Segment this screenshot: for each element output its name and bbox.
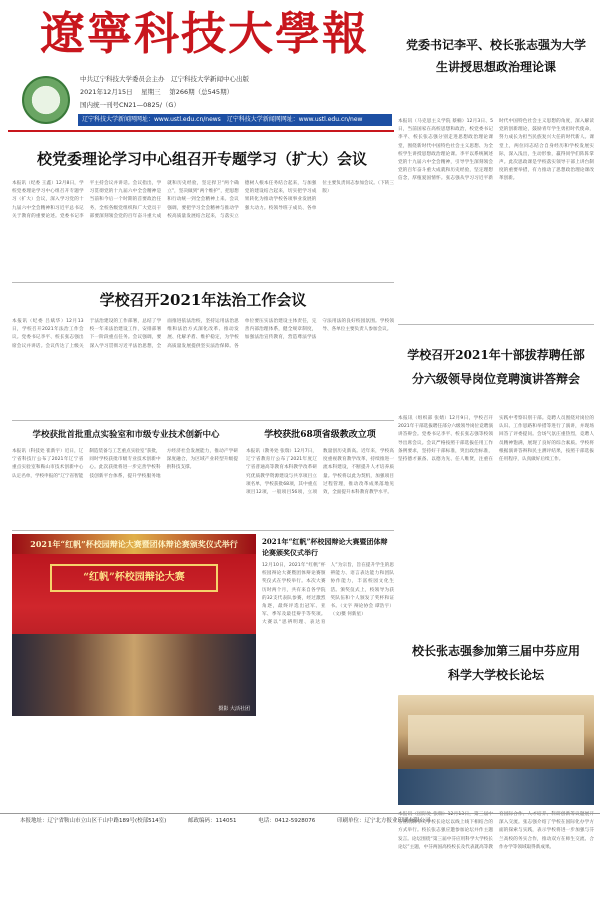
article-headline-lab: 学校获批首批重点实验室和市级专业技术创新中心 xyxy=(32,430,220,440)
issue-weekday: 星期三 xyxy=(141,88,161,96)
article-body-reform: 本报讯（教务处 张瑞）12月7日，辽宁省教育厅公布了2021年度辽宁省普通高等教育本科教学改革研究优质教学资源建设与共享项目立项名单，学校获批68项，其中重点项目12项，一般项目56项，立项数量创历史新高。近年来，学校高度重视教育教学改革，持续推进一流本科建设，不断提升人才培养质量。学校将以此为契机，加强项目过程管理，推动改革成果落地见效，全面提升本科教育教学水平。 xyxy=(246,449,394,496)
issue-number: 第266期（总545期） xyxy=(169,88,234,96)
forum-photo-screen xyxy=(408,715,584,755)
university-logo-icon xyxy=(22,76,70,124)
debate-photo-banner: 2021年“红帆”杯校园辩论大赛暨团体辩论赛颁奖仪式举行 xyxy=(12,534,256,554)
article-body-law: 本报讯（纪委 吕斌华）12月13日，学校召开2021年法治工作会议。党委书记李平、校长张志强出席会议并讲话。会议传达了上级关于法治建设的工作部署，总结了学校一年来法治建设工作，安排部署下一阶段重点任务。会议强调，要深入学习贯彻习近平法治思想，全面推进依法治校，坚持运用法治思维和法治方式深化改革、推动发展、化解矛盾、维护稳定，为学校高质量发展提供坚实法治保障。各单位要压实法治建设主体责任，完善内部治理体系，健全规章制度，加强法治宣传教育，营造尊法学法守法用法的良好校园氛围。学校领导、各单位主要负责人参加会议。 xyxy=(12,319,394,349)
debate-photo-people xyxy=(12,634,256,716)
article-body-speech: 本报讯（马克思主义学院 蔡楠）12月3日、5日，当前国家在高校思想和政治，校党委书记李平、校长张志强分别走进思想政治理论课堂，围绕新时代中国特色社会主义思想、为全校学生讲授思想政治理论课。李平以系统阐述党的十九届六中全会精神，引导学生深刻领会党的百年奋斗重大成就和历史经验，坚定理想信念，厚植爱国情怀。张志强从学习习近平新时代中国特色社会主义思想的角度，深入解读党的创新理论，鼓励青年学生勇担时代使命，努力成长为担当民族复兴大任的时代新人。课堂上，两位同志结合自身经历和学校发展实际，深入浅出，生动形象，赢得同学们阵阵掌声。此次思政课是学校落实领导干部上讲台制度的重要举措，有力推动了思想政治理论课改革创新。 xyxy=(398,119,594,182)
footer-phone: 电话：0412-5928076 xyxy=(258,818,316,824)
divider xyxy=(398,324,594,325)
footer-postcode: 邮政编码：114051 xyxy=(188,818,237,824)
masthead-sponsor: 中共辽宁科技大学委员会主办 辽宁科技大学新闻中心出版 xyxy=(80,75,249,83)
footer-address: 本报地址：辽宁省鞍山市立山区千山中路189号(校部514室) xyxy=(20,818,167,824)
issue-date: 2021年12月15日 xyxy=(80,88,133,96)
debate-photo-stage-text: “红帆”杯校园辩论大赛 xyxy=(50,564,218,592)
divider xyxy=(12,530,394,531)
article-body-cadre: 本报讯（组织部 张婧）12月9日，学校召开2021年干部选拔聘任部分六级领导岗位竞聘演讲答辩会。党委书记李平、校长张志强等校领导出席会议。会议严格按照干部选拔任用工作条例要求，坚持好干部标准，突出政治标准，坚持德才兼备、以德为先、任人唯贤，注重在实践中考察识别干部。竞聘人员围绕对岗位的认识、工作思路和举措等进行了演讲，并现场回答了评委提问。会场气氛庄重热烈，竞聘人员精神饱满，展现了良好的综合素质。学校将根据演讲答辩和民主测评结果，按照干部选拔任用程序，认真做好后续工作。 xyxy=(398,416,594,463)
masthead-date-line xyxy=(80,86,310,99)
issn-number: 国内统一刊号CN21—0825/（G） xyxy=(80,101,180,109)
divider xyxy=(12,420,394,421)
article-headline-debate: 2021年“红帆”杯校园辩论大赛暨团体辩论赛颁奖仪式举行 xyxy=(262,537,388,557)
forum-photo xyxy=(398,695,594,805)
article-body-lab: 本报讯（科技处 崔新宇）近日，辽宁省科技厅公布了2021年辽宁省重点实验室和鞍山市技术创新中心认定名单，学校申报的“辽宁省智能制造装备与工艺重点实验室”获批，同时学校获批市级专业技术创新中心。此次获批将进一步完善学校科技创新平台体系，提升学校服务地方经济社会发展能力，推动产学研深度融合，为区域产业转型升级提供科技支撑。 xyxy=(12,449,238,479)
article-headline-cadre: 学校召开2021年十部拔荐聘任部分六级领导岗位竞聘演讲答辩会 xyxy=(407,348,585,386)
right-column xyxy=(398,6,594,903)
divider xyxy=(12,282,394,283)
article-headline-forum: 校长张志强参加第三届中芬应用科学大学校长论坛 xyxy=(411,644,580,682)
forum-photo-audience xyxy=(398,769,594,805)
article-headline-reform: 学校获批68项省级教改立项 xyxy=(264,430,376,440)
newspaper-title: 遼寧科技大學報 xyxy=(40,7,370,60)
article-body-debate: 12月10日，2021年“红帆”杯校园辩论大赛暨团体辩论赛颁奖仪式在学校举行。本次大赛历时两个月，共有来自各学院的32支代表队参赛，经过激烈角逐，最终评选出冠军、亚军、季军及最佳辩手等奖项。大赛以“思辨明理、表达育人”为宗旨，旨在提升学生的思辨能力、语言表达能力和团队协作能力，丰富校园文化生活。颁奖仪式上，校领导为获奖队伍和个人颁发了奖杯和证书。（文字 辩论协会 谭浩宇）（文/摄 何新星） xyxy=(262,563,394,626)
debate-photo-credit: 摄影 大活社团 xyxy=(218,706,250,712)
article-headline-study: 校党委理论学习中心组召开专题学习（扩大）会议 xyxy=(36,150,367,168)
footer xyxy=(0,813,600,829)
website-bar[interactable]: 辽宁科技大学新闻网网址：www.ustl.edu.cn/news 辽宁科技大学新闻网网址：www.ustl.edu.cn/new xyxy=(78,114,392,126)
article-body-forum: 本报讯（国际处 张瑞）12月13日，第三届中芬应用科学大学校长论坛以线上线下相结合的方式举行。校长张志强应邀参加论坛并作主题发言。论坛围绕“第三届中芬应用科学大学校长论坛”主题，中芬两国高校校长及代表就高等教育国际合作、人才培养、科研创新等议题展开深入交流。张志强介绍了学校在国际化办学方面的探索与实践，表示学校将进一步加强与芬兰高校的务实合作，推动双方在师生交流、合作办学等领域取得新成果。 xyxy=(398,812,594,850)
article-body-study: 本报讯（纪委 王鑫）12月8日，学校党委理论学习中心组召开专题学习（扩大）会议，深入学习党的十九届六中全会精神和习近平总书记关于教育的重要论述。党委书记李平主持会议并讲话。会议指出，学习贯彻党的十九届六中全会精神是当前和今后一个时期的首要政治任务，全校各级党组织和广大党员干部要深刻领会党的百年奋斗重大成就和历史经验，坚定捍卫“两个确立”，坚决做到“两个维护”，把思想和行动统一到全会精神上来。会议强调，要把学习全会精神与推动学校高质量发展结合起来，与落实立德树人根本任务结合起来，与加强党的建设结合起来，切实把学习成果转化为推动学校各项事业发展的强大动力。校领导班子成员、各单位主要负责同志参加会议。（下转三版） xyxy=(12,181,394,219)
debate-photo xyxy=(12,534,256,716)
article-headline-law: 学校召开2021年法治工作会议 xyxy=(99,291,307,309)
footer-printer: 印刷单位：辽宁北方报业印刷有限公司 xyxy=(337,818,431,824)
masthead-rule xyxy=(8,130,394,132)
article-headline-speech: 党委书记李平、校长张志强为大学生讲授思想政治理论课 xyxy=(405,38,586,74)
masthead-info xyxy=(80,73,310,112)
